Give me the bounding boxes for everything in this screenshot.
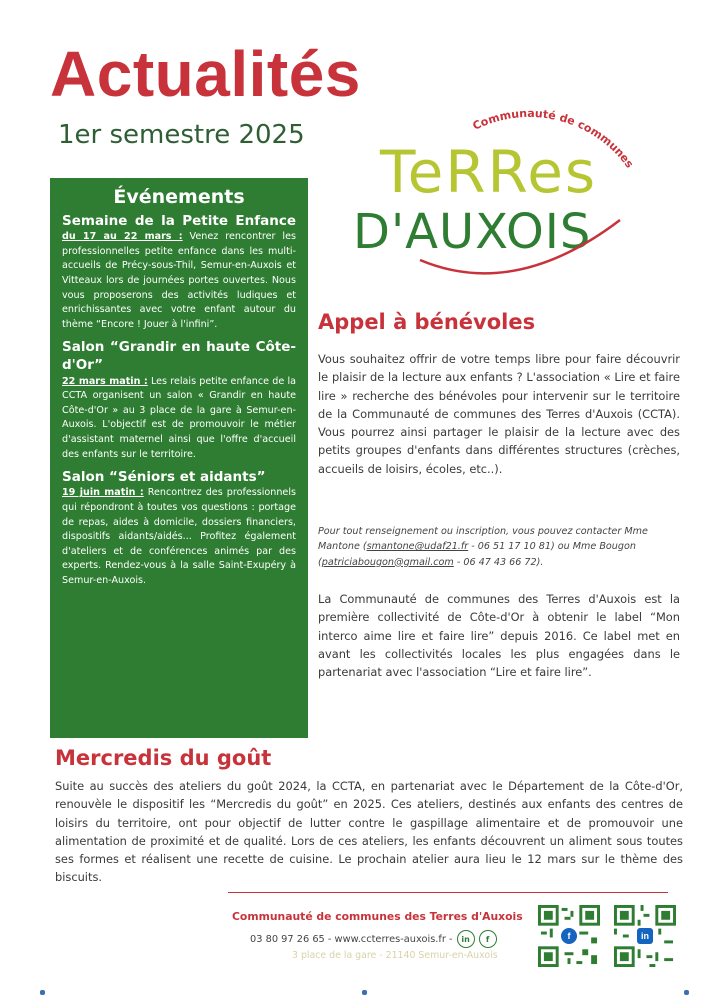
linkedin-badge-icon: in — [637, 928, 653, 944]
scan-mark — [362, 990, 367, 995]
facebook-icon[interactable]: f — [479, 930, 497, 948]
event-title: Semaine de la Petite Enfance — [62, 213, 296, 229]
event-title: Salon “Séniors et aidants” — [62, 469, 266, 486]
appel-body: Vous souhaitez offrir de votre temps libre pour faire découvrir le plaisir de la lecture aux enfants ? L'association « Lire et faire lire » recherche des bénévoles pour intervenir sur le territoire de la Communauté de communes des Terres d'Auxois (CCTA). Vous pourrez ainsi partager le plaisir de la lecture avec des petits groupes d'enfants dans différentes structures (crèches, accueils de loisirs, écoles, etc..). — [318, 352, 680, 476]
events-heading: Événements — [113, 186, 245, 208]
facebook-qr-code[interactable] — [538, 905, 600, 967]
scan-mark — [684, 990, 689, 995]
linkedin-icon[interactable]: in — [457, 930, 475, 948]
event-petite-enfance — [62, 212, 296, 332]
event-grandir — [62, 338, 296, 462]
page-subtitle: 1er semestre 2025 — [58, 120, 305, 150]
terres-auxois-logo — [345, 100, 645, 290]
logo-line1: TeRRes — [380, 138, 598, 206]
mercredis-body: Suite au succès des ateliers du goût 2024, la CCTA, en partenariat avec le Département de la Côte-d'Or, renouvèle le dispositif les “Mercredis du goût” en 2025. Ces ateliers, destinés aux enfants des centres de loisirs du territoire, ont pour objectif de lutter contre le gaspillage alimentaire et de promouvoir une alimentation de proximité et de qualité. Lors de ces ateliers, les enfants découvrent un aliment sous toutes ses formes et réalisent une recette de cuisine. Le prochain atelier aura lieu le 12 mars sur le thème des biscuits. — [55, 779, 683, 885]
event-date: 19 juin matin : — [62, 487, 144, 499]
event-date: du 17 au 22 mars : — [62, 231, 183, 243]
event-text: du 17 au 22 mars : Venez rencontrer les professionnelles petite enfance dans les multi-accueils de Précy-sous-Thil, Semur-en-Auxois et Vitteaux lors de journées portes ouvertes. Nous vous proposerons des activités ludiques et enrichissantes avec votre enfant autour du thème “Encore ! Jouer à l'infini”. — [62, 231, 296, 330]
facebook-badge-icon: f — [561, 928, 577, 944]
appel-contact: Pour tout renseignement ou inscription, vous pouvez contacter Mme Mantone (smantone@udaf21.fr - 06 51 17 10 81) ou Mme Bougon (patriciabougon@gmail.com - 06 47 43 66 72). — [318, 526, 648, 568]
footer-org-name: Communauté de communes des Terres d'Auxois — [232, 910, 523, 923]
logo-line2: D'AUXOIS — [353, 204, 592, 260]
logo-arc-text: Communauté de communes — [470, 106, 637, 171]
event-text: 19 juin matin : Rencontrez des professionnels qui répondront à toutes vos questions : portage de repas, aides à domicile, dossiers financiers, dispositifs aidants/aidés... Profitez également d'ateliers et de conférences animés par des experts. Rendez-vous à la salle Saint-Exupéry à Semur-en-Auxois. — [62, 487, 296, 586]
appel-title: Appel à bénévoles — [318, 310, 536, 334]
footer-contact-text: 03 80 97 26 65 - www.ccterres-auxois.fr - — [250, 933, 453, 945]
footer-divider — [228, 892, 668, 893]
page-title: Actualités — [50, 38, 361, 110]
event-title: Salon “Grandir en haute Côte-d'Or” — [62, 339, 296, 374]
scan-mark — [40, 990, 45, 995]
events-panel — [50, 178, 308, 738]
footer-address: 3 place de la gare - 21140 Semur-en-Auxois — [292, 950, 498, 961]
event-text: 22 mars matin : Les relais petite enfance de la CCTA organisent un salon « Grandir en haute Côte-d'Or » au 3 place de la gare à Semur-en-Auxois. L'objectif est de promouvoir le métier d'assistant maternel ainsi que l'offre d'accueil des enfants sur le territoire. — [62, 375, 296, 460]
event-date: 22 mars matin : — [62, 375, 148, 387]
email-link-bougon[interactable]: patriciabougon@gmail.com — [321, 556, 454, 568]
linkedin-qr-code[interactable] — [614, 905, 676, 967]
label-paragraph: La Communauté de communes des Terres d'Auxois est la première collectivité de Côte-d'Or à obtenir le label “Mon interco aime lire et faire lire” depuis 2016. Ce label met en avant les collectivités locales les plus engagées dans le partenariat avec l'association “Lire et faire lire”. — [318, 592, 680, 679]
email-link-mantone[interactable]: smantone@udaf21.fr — [366, 541, 469, 553]
footer-contact — [250, 930, 497, 948]
mercredis-title: Mercredis du goût — [55, 746, 272, 770]
event-seniors — [62, 468, 296, 588]
